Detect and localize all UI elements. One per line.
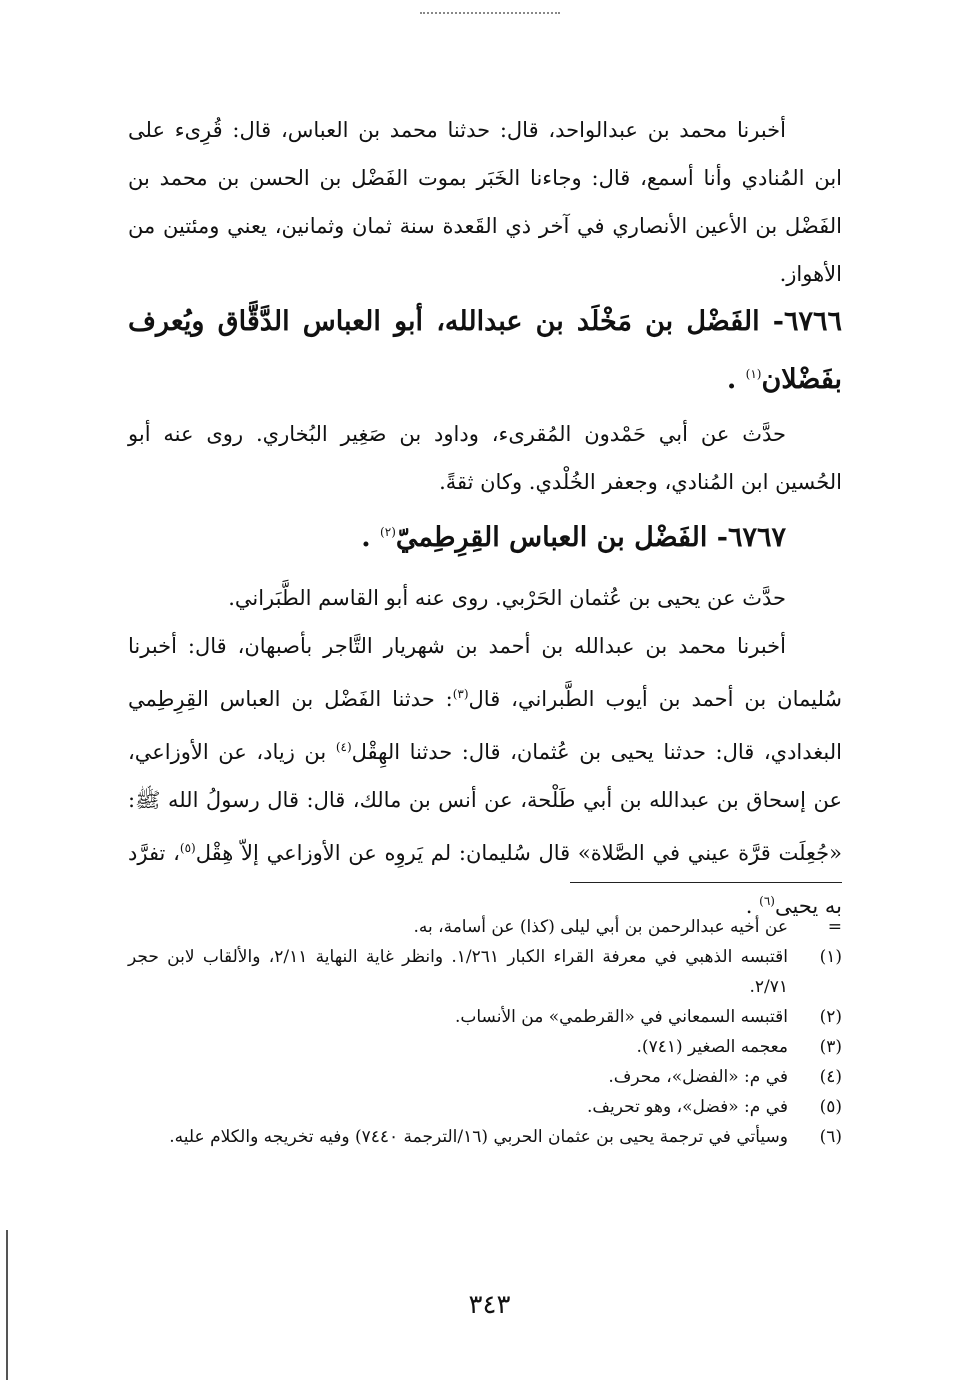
footnote-text: في م: «فضل»، وهو تحريف. xyxy=(587,1097,788,1117)
footnote-number: (٦) xyxy=(819,1127,842,1147)
footnote-ref-3: (٣) xyxy=(452,687,469,701)
footnote-number: (٤) xyxy=(819,1067,842,1087)
scan-artifact-top xyxy=(420,12,560,16)
paragraph-6767-a: حدَّث عن يحيى بن عُثمان الحَرْبي. روى عنه أبو القاسم الطَّبَراني. xyxy=(228,586,786,610)
footnote-2 xyxy=(128,1002,842,1032)
carryover-mark: = xyxy=(827,917,842,937)
footnote-ref-4: (٤) xyxy=(335,740,352,754)
footnote-ref-5: (٥) xyxy=(179,841,196,855)
footnote-5 xyxy=(128,1092,842,1122)
footnote-number: (٢) xyxy=(819,1007,842,1027)
text-run: : حدثنا الفَضْل بن العباس القِرِطِمي البغدادي، قال: حدثنا يحيى بن عُثمان، قال: حدثنا الهِقْل xyxy=(128,687,842,764)
footnote-carryover xyxy=(128,912,842,942)
paragraph-6766: حدَّث عن أبي حَمْدون المُقرىء، وداود بن صَغِير البُخاري. روى عنه أبو الحُسين ابن المُنادي، وجعفر الخُلْدي. وكان ثقةً. xyxy=(128,422,842,494)
entry-6767 xyxy=(128,506,842,564)
footnote-number: (٥) xyxy=(819,1097,842,1117)
footnote-3 xyxy=(128,1032,842,1062)
footnote-1 xyxy=(128,942,842,1002)
footnote-text: وسيأتي في ترجمة يحيى بن عثمان الحربي (١٦/الترجمة ٧٤٤٠) وفيه تخريجه والكلام عليه. xyxy=(169,1127,788,1147)
text-run: ، تفرَّد به يحيى xyxy=(128,841,842,918)
entry-heading-tail: . xyxy=(726,364,746,395)
footnotes xyxy=(128,912,842,1152)
text-run: بن زياد، عن الأوزاعي، عن إسحاق بن عبدالله بن أبي طَلْحة، عن أنس بن مالك، قال: قال رسولُ الله ﷺ: «جُعِلَت قرَّة عيني في الصَّلاة» قال سُليمان: لم يَروِه عن الأوزاعي إلاّ هِقْل xyxy=(128,740,843,865)
footnote-number: (٣) xyxy=(819,1037,842,1057)
paragraph-top: أخبرنا محمد بن عبدالواحد، قال: حدثنا محمد بن العباس، قال: قُرِىء على ابن المُنادي وأنا أسمع، قال: وجاءنا الخَبَر بموت الفَضْل بن الحسن بن محمد بن الفَضْل بن الأعين الأنصاري في آخر ذي القَعدة سنة ثمان وثمانين، يعني ومئتين من الأهواز. xyxy=(128,118,842,286)
entry-heading-text: ٦٧٦٧- الفَضْل بن العباس القِرِطِميّ xyxy=(395,522,786,553)
page-number: ٣٤٣ xyxy=(468,1290,511,1320)
entry-6766-body xyxy=(128,410,842,506)
carryover-text: عن أخيه عبدالرحمن بن أبي ليلى (كذا) عن أسامة، به. xyxy=(413,917,788,937)
main-text-top xyxy=(128,106,842,298)
entry-heading-tail: . xyxy=(361,522,381,553)
entry-6766 xyxy=(128,296,842,406)
footnote-text: اقتبسه الذهبي في معرفة القراء الكبار ١/٢٦١. وانظر غاية النهاية ٢/١١، والألقاب لابن حجر ٢/٧١. xyxy=(128,947,788,997)
entry-heading-6766 xyxy=(128,296,842,406)
text-run: . xyxy=(745,894,760,918)
footnote-4 xyxy=(128,1062,842,1092)
footnote-6 xyxy=(128,1122,842,1152)
entry-heading-text: ٦٧٦٦- الفَضْل بن مَخْلَد بن عبدالله، أبو العباس الدَّقَّاق ويُعرف بفَضْلان xyxy=(128,306,842,395)
entry-heading-6767 xyxy=(128,506,842,564)
footnote-text: معجمه الصغير (٧٤١). xyxy=(636,1037,788,1057)
footnote-ref-1: (١) xyxy=(745,367,762,381)
footnote-text: في م: «الفضل»، محرف. xyxy=(608,1067,788,1087)
paragraph-6767-b xyxy=(128,622,842,930)
footnote-ref-6: (٦) xyxy=(759,894,775,908)
text-run: أخبرنا محمد بن عبدالله بن أحمد بن شهريار التَّاجر بأصبهان، قال: أخبرنا سُليمان بن أحمد بن أيوب الطَّبراني، قال xyxy=(128,634,842,711)
footnote-text: اقتبسه السمعاني في «القرطمي» من الأنساب. xyxy=(454,1007,788,1027)
footnote-separator xyxy=(570,882,842,883)
footnote-number: (١) xyxy=(819,947,842,967)
footnote-ref-2: (٢) xyxy=(380,525,396,539)
entry-6767-body xyxy=(128,574,842,930)
